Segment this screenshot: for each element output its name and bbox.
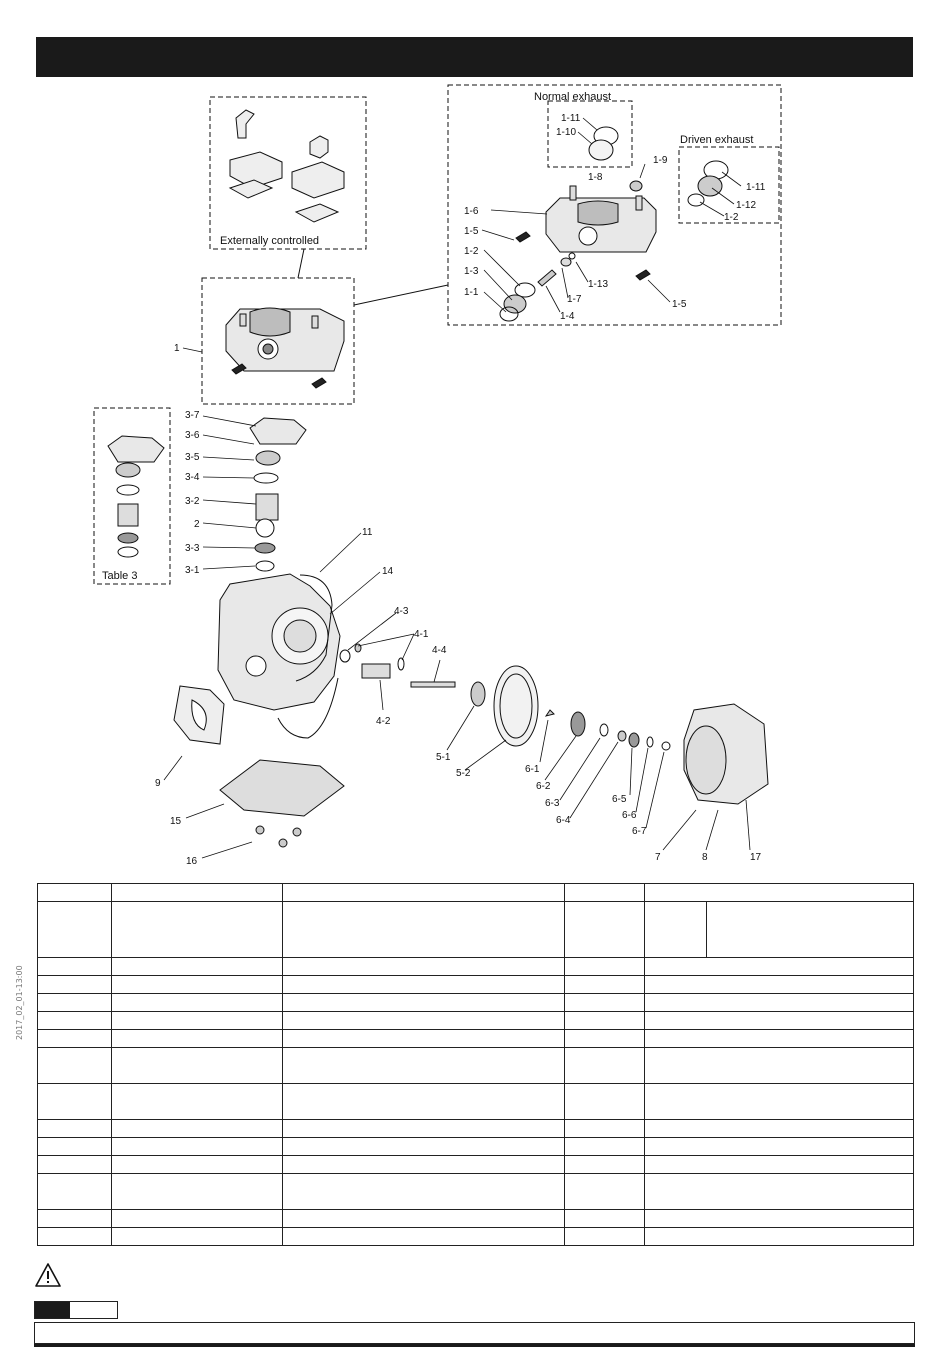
label-part: 3-5 xyxy=(185,452,200,463)
label-part: 11 xyxy=(362,527,373,538)
label-part: 8 xyxy=(702,852,708,863)
table-row xyxy=(38,1174,914,1210)
revision-date: 2017_02_01-13:00 xyxy=(15,965,24,1040)
label-part: 6-5 xyxy=(612,794,627,805)
table-row xyxy=(38,994,914,1012)
label-part: 6-3 xyxy=(545,798,560,809)
label-part: 3-3 xyxy=(185,543,200,554)
label-part: 1-4 xyxy=(560,311,575,322)
label-part: 1-1 xyxy=(464,287,479,298)
label-part: 16 xyxy=(186,856,198,867)
label-part: 14 xyxy=(382,566,394,577)
warning-icon xyxy=(34,1262,62,1288)
label-part: 1-5 xyxy=(672,299,687,310)
label-part: 9 xyxy=(155,778,161,789)
label-part: 1-9 xyxy=(653,155,668,166)
label-part: 3-1 xyxy=(185,565,200,576)
label-part: 6-7 xyxy=(632,826,647,837)
label-part: 1-2 xyxy=(464,246,479,257)
label-part: 1-8 xyxy=(588,172,603,183)
table-row xyxy=(38,1120,914,1138)
label-part: 1-11 xyxy=(746,182,766,193)
label-part: 4-4 xyxy=(432,645,447,656)
page-tab-indicator xyxy=(34,1301,118,1319)
label-part: 1-12 xyxy=(736,200,757,211)
table-row xyxy=(38,1012,914,1030)
label-part: 5-1 xyxy=(436,752,451,763)
label-part: 6-4 xyxy=(556,815,571,826)
table-row xyxy=(38,976,914,994)
parts-table xyxy=(37,883,914,1246)
label-part: 4-2 xyxy=(376,716,391,727)
caption-table3: Table 3 xyxy=(102,570,138,582)
table-row xyxy=(38,1138,914,1156)
label-part: 7 xyxy=(655,852,661,863)
label-part: 1 xyxy=(174,343,180,354)
label-part: 1-13 xyxy=(588,279,609,290)
caption-normal-exhaust: Normal exhaust xyxy=(534,91,612,103)
label-part: 1-3 xyxy=(464,266,479,277)
label-part: 17 xyxy=(750,852,762,863)
table-row xyxy=(38,1210,914,1228)
label-part: 3-7 xyxy=(185,410,200,421)
header-bar xyxy=(36,37,913,77)
label-part: 6-2 xyxy=(536,781,551,792)
label-part: 2 xyxy=(194,519,200,530)
table-row xyxy=(38,1156,914,1174)
label-part: 3-6 xyxy=(185,430,200,441)
label-part: 5-2 xyxy=(456,768,471,779)
table-row xyxy=(38,884,914,902)
label-part: 6-6 xyxy=(622,810,637,821)
label-part: 3-4 xyxy=(185,472,200,483)
page-tab-fill xyxy=(35,1302,70,1318)
label-part: 1-11 xyxy=(561,113,581,124)
footer-box xyxy=(34,1322,915,1344)
table-row xyxy=(38,1084,914,1120)
label-part: 1-2 xyxy=(724,212,739,223)
label-part: 15 xyxy=(170,816,182,827)
table3-frame xyxy=(94,408,170,584)
label-part: 4-3 xyxy=(394,606,409,617)
label-part: 1-5 xyxy=(464,226,479,237)
label-part: 6-1 xyxy=(525,764,540,775)
exploded-parts-diagram xyxy=(0,80,950,880)
footer-line xyxy=(34,1344,915,1347)
caption-driven-exhaust: Driven exhaust xyxy=(680,134,754,146)
table-row xyxy=(38,1228,914,1246)
table-row xyxy=(38,1030,914,1048)
label-part: 3-2 xyxy=(185,496,200,507)
label-part: 1-7 xyxy=(567,294,582,305)
label-part: 1-6 xyxy=(464,206,479,217)
table-row xyxy=(38,1048,914,1084)
table-row xyxy=(38,958,914,976)
label-part: 1-10 xyxy=(556,127,577,138)
label-part: 4-1 xyxy=(414,629,429,640)
caption-externally-controlled: Externally controlled xyxy=(220,235,320,247)
table-row xyxy=(38,902,914,958)
